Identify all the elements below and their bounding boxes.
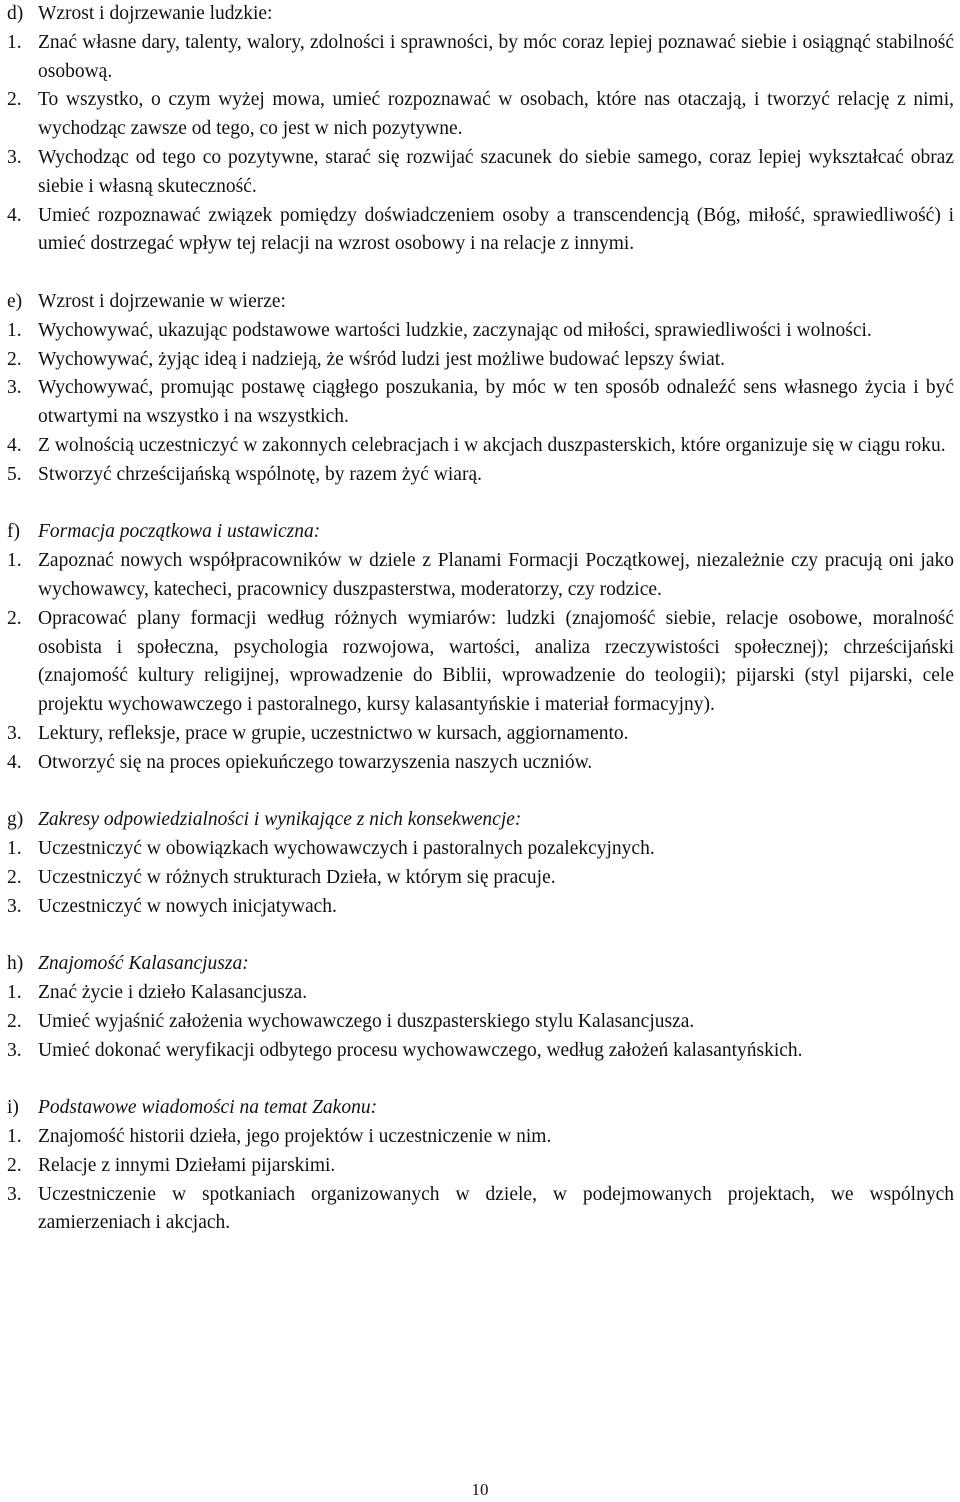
section-heading — [0, 518, 960, 547]
section-letter: e) — [7, 290, 23, 312]
list-item-number: 2. — [7, 866, 22, 888]
section-title: Wzrost i dojrzewanie ludzkie: — [38, 3, 273, 24]
list-item — [0, 86, 960, 144]
section-heading — [0, 806, 960, 835]
section-letter: i) — [7, 1097, 19, 1119]
section-3 — [0, 806, 960, 921]
list-item-text: Wychodząc od tego co pozytywne, starać się rozwijać szacunek do siebie samego, coraz lepiej wykształcać obraz siebie i własną skuteczność. — [38, 146, 954, 197]
list-item-text: Uczestniczyć w obowiązkach wychowawczych i pastoralnych pozalekcyjnych. — [38, 838, 655, 860]
list-item — [0, 547, 960, 605]
section-title: Wzrost i dojrzewanie w wierze: — [38, 290, 286, 312]
section-title: Formacja początkowa i ustawiczna: — [38, 521, 321, 543]
list-item-number: 5. — [7, 463, 22, 485]
section-heading — [0, 950, 960, 979]
list-item-text: Znajomość historii dzieła, jego projektów i uczestniczenie w nim. — [38, 1126, 552, 1148]
list-item — [0, 432, 960, 461]
list-item — [0, 605, 960, 720]
list-item-text: Relacje z innymi Dziełami pijarskimi. — [38, 1154, 336, 1176]
section-letter: f) — [7, 521, 20, 543]
list-item-number: 1. — [7, 31, 22, 53]
section-title: Zakresy odpowiedzialności i wynikające z nich konsekwencje: — [38, 809, 522, 831]
list-item-text: Opracować plany formacji według różnych wymiarów: ludzki (znajomość siebie, relacje osobowe, moralność osobista i społeczna, psychologia rozwojowa, wartości, analiza rzeczywistości społecznej); chrześcijański (znajomość kultury religijnej, wprowadzenie do Biblii, wprowadzenie do teologii); pijarski (styl pijarski, cele projektu wychowawczego i pastoralnego, kursy kalasantyńskie i materiał formacyjny). — [38, 607, 954, 716]
section-letter: d) — [7, 3, 24, 24]
list-item-number: 3. — [7, 895, 22, 917]
list-item — [0, 29, 960, 87]
list-item — [0, 893, 960, 922]
list-item-text: Wychowywać, promując postawę ciągłego poszukania, by móc w ten sposób odnaleźć sens własnego życia i być otwartymi na wszystko i na wszystkich. — [38, 377, 954, 428]
list-item-text: Z wolnością uczestniczyć w zakonnych celebracjach i w akcjach duszpasterskich, które organizuje się w ciągu roku. — [38, 434, 946, 456]
list-item — [0, 346, 960, 375]
list-item-number: 3. — [7, 1039, 22, 1061]
list-item — [0, 1181, 960, 1239]
list-item-number: 2. — [7, 1154, 22, 1176]
section-heading — [0, 288, 960, 317]
list-item-number: 1. — [7, 319, 22, 341]
section-heading — [0, 0, 960, 29]
list-item-text: To wszystko, o czym wyżej mowa, umieć rozpoznawać w osobach, które nas otaczają, i tworzyć relację z nimi, wychodząc zawsze od tego, co jest w nich pozytywne. — [38, 89, 954, 140]
list-item-number: 3. — [7, 377, 22, 399]
list-item-number: 1. — [7, 982, 22, 1004]
list-item-text: Zapoznać nowych współpracowników w dziele z Planami Formacji Początkowej, niezależnie czy pracują oni jako wychowawcy, katecheci, pracownicy duszpasterstwa, moderatorzy, czy rodzice. — [38, 550, 954, 600]
list-item — [0, 1008, 960, 1037]
list-item-number: 1. — [7, 550, 22, 572]
section-letter: h) — [7, 953, 24, 975]
list-item-number: 2. — [7, 89, 22, 111]
list-item-number: 1. — [7, 838, 22, 860]
list-item — [0, 1037, 960, 1066]
list-item-number: 4. — [7, 434, 22, 456]
section-1 — [0, 288, 960, 490]
list-item-text: Wychowywać, żyjąc ideą i nadzieją, że wśród ludzi jest możliwe budować lepszy świat. — [38, 348, 726, 370]
page-number: 10 — [471, 1480, 489, 1499]
list-item-text: Znać własne dary, talenty, walory, zdolności i sprawności, by móc coraz lepiej poznawać siebie i osiągnąć stabilność osobową. — [38, 31, 954, 82]
section-letter: g) — [7, 809, 24, 831]
list-item-text: Wychowywać, ukazując podstawowe wartości ludzkie, zaczynając od miłości, sprawiedliwości i wolności. — [38, 319, 872, 341]
list-item-text: Umieć wyjaśnić założenia wychowawczego i duszpasterskiego stylu Kalasancjusza. — [38, 1010, 695, 1032]
list-item — [0, 317, 960, 346]
list-item — [0, 979, 960, 1008]
list-item-number: 3. — [7, 1183, 22, 1205]
list-item — [0, 202, 960, 260]
list-item-number: 3. — [7, 722, 22, 744]
section-2 — [0, 518, 960, 777]
list-item-text: Umieć dokonać weryfikacji odbytego procesu wychowawczego, według założeń kalasantyńskich. — [38, 1039, 803, 1061]
section-5 — [0, 1094, 960, 1238]
list-item — [0, 1123, 960, 1152]
list-item-number: 4. — [7, 751, 22, 773]
list-item-text: Lektury, refleksje, prace w grupie, uczestnictwo w kursach, aggiornamento. — [38, 722, 629, 744]
list-item-text: Uczestniczyć w różnych strukturach Dzieła, w którym się pracuje. — [38, 866, 556, 888]
list-item-text: Znać życie i dzieło Kalasancjusza. — [38, 982, 308, 1004]
list-item-number: 4. — [7, 204, 22, 226]
list-item — [0, 144, 960, 202]
section-4 — [0, 950, 960, 1065]
list-item-number: 1. — [7, 1126, 22, 1148]
section-title: Znajomość Kalasancjusza: — [38, 953, 249, 975]
list-item — [0, 1152, 960, 1181]
list-item — [0, 720, 960, 749]
section-title: Podstawowe wiadomości na temat Zakonu: — [38, 1097, 378, 1119]
list-item — [0, 749, 960, 778]
list-item-text: Uczestniczenie w spotkaniach organizowanych w dziele, w podejmowanych projektach, we wspólnych zamierzeniach i akcjach. — [38, 1183, 954, 1234]
list-item-number: 2. — [7, 348, 22, 370]
section-heading — [0, 1094, 960, 1123]
list-item-number: 2. — [7, 607, 22, 629]
list-item-text: Stworzyć chrześcijańską wspólnotę, by razem żyć wiarą. — [38, 463, 482, 485]
list-item — [0, 835, 960, 864]
list-item — [0, 864, 960, 893]
list-item-number: 3. — [7, 146, 22, 168]
list-item-text: Uczestniczyć w nowych inicjatywach. — [38, 895, 337, 917]
list-item — [0, 374, 960, 432]
list-item-text: Otworzyć się na proces opiekuńczego towarzyszenia naszych uczniów. — [38, 751, 593, 773]
list-item — [0, 461, 960, 490]
section-0 — [0, 0, 960, 259]
list-item-text: Umieć rozpoznawać związek pomiędzy doświadczeniem osoby a transcendencją (Bóg, miłość, sprawiedliwość) i umieć dostrzegać wpływ tej relacji na wzrost osobowy i na relacje z innymi. — [38, 204, 954, 255]
list-item-number: 2. — [7, 1010, 22, 1032]
